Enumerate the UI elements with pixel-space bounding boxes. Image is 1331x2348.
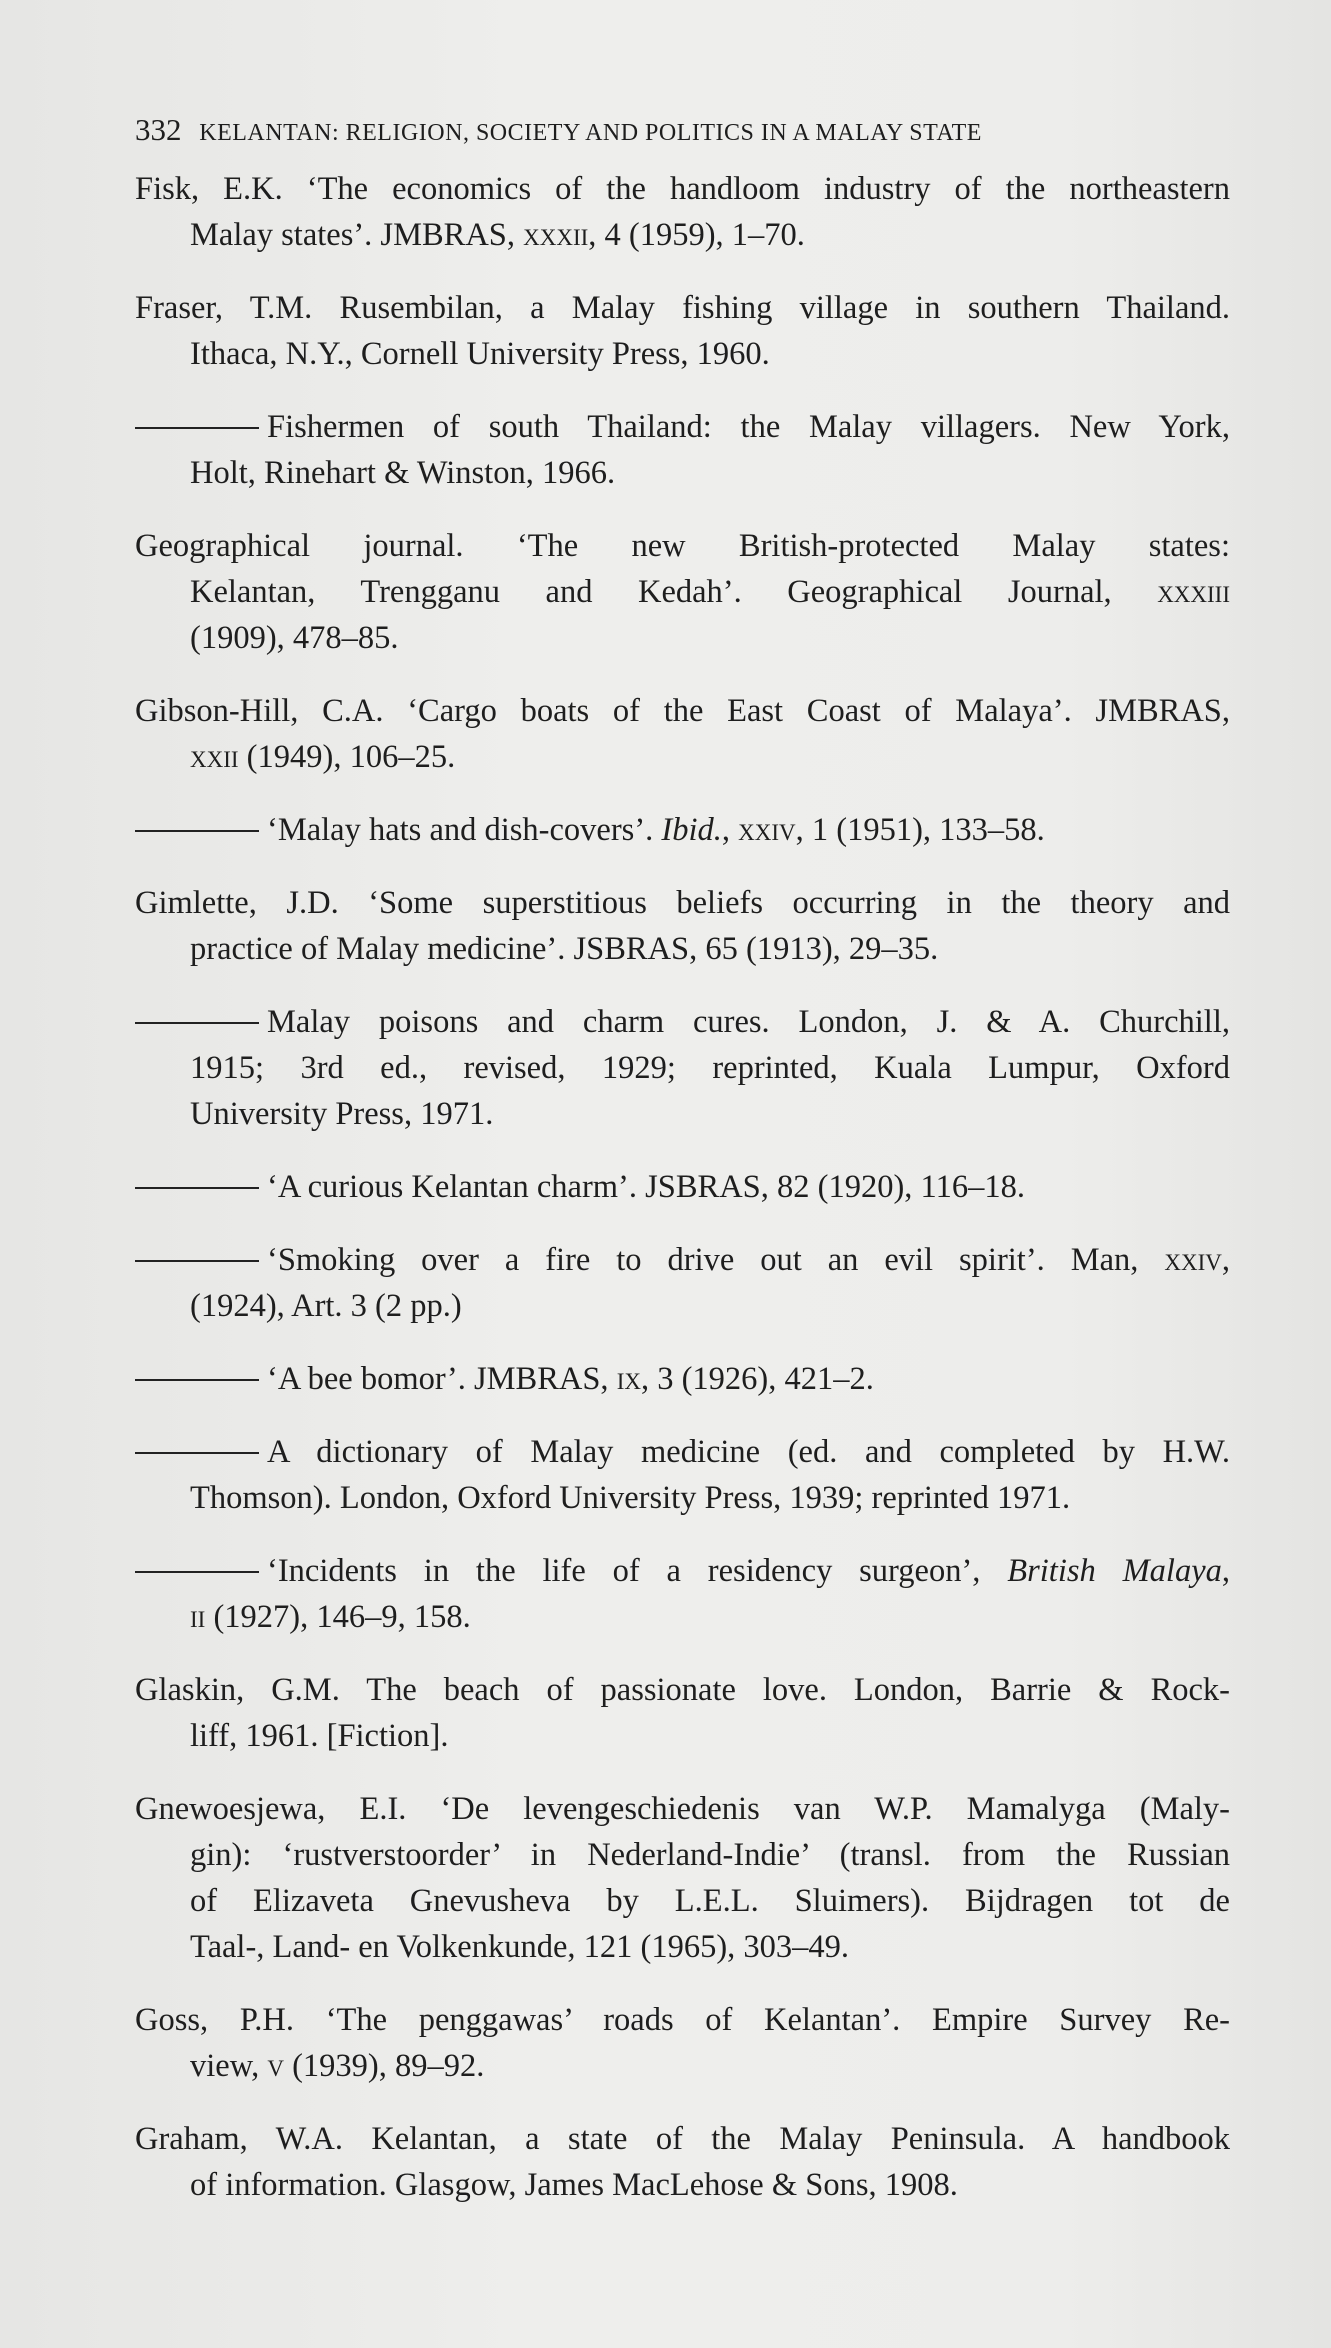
entry-text: Malay poisons and charm cures. London, J. & A. Churchill,	[267, 1004, 1230, 1040]
entry-text: Fishermen of south Thailand: the Malay villagers. New York,	[267, 409, 1230, 445]
entry-line	[135, 523, 1230, 569]
entry-text: Fraser, T.M. Rusembilan, a Malay fishing village in southern Thailand.	[135, 290, 1230, 326]
entry-line	[135, 1356, 1230, 1402]
entry-text: liff, 1961. [Fiction].	[190, 1718, 449, 1754]
entry-text: A dictionary of Malay medicine (ed. and completed by H.W.	[267, 1434, 1230, 1470]
entry-text: Gimlette, J.D. ‘Some superstitious beliefs occurring in the theory and	[135, 885, 1230, 921]
italic-title: Ibid.	[661, 812, 722, 848]
entry-text: ‘Malay hats and dish-covers’.	[267, 812, 662, 848]
entry-text: practice of Malay medicine’. JSBRAS, 65 (1913), 29–35.	[190, 931, 939, 967]
entry-text: , 4 (1959), 1–70.	[588, 217, 805, 253]
entry-line	[135, 569, 1230, 615]
bibliography-entry	[135, 1997, 1230, 2089]
entry-line	[135, 1283, 1230, 1329]
same-author-rule	[135, 1260, 259, 1262]
entry-text: ‘A bee bomor’. JMBRAS,	[267, 1361, 617, 1397]
entry-line	[135, 1713, 1230, 1759]
volume-number: xxxiii	[1157, 574, 1230, 610]
entry-line	[135, 1045, 1230, 1091]
entry-text: Malay states’. JMBRAS,	[190, 217, 524, 253]
entry-text: Holt, Rinehart & Winston, 1966.	[190, 455, 616, 491]
same-author-rule	[135, 1571, 259, 1573]
same-author-rule	[135, 1187, 259, 1189]
volume-number: xxiv	[738, 812, 796, 848]
entry-line	[135, 615, 1230, 661]
bibliography-entry	[135, 1164, 1230, 1210]
bibliography-entry	[135, 523, 1230, 661]
entry-text: ,	[721, 812, 739, 848]
bibliography-entry	[135, 1356, 1230, 1402]
entry-line	[135, 285, 1230, 331]
entry-line	[135, 1997, 1230, 2043]
entry-text: Gibson-Hill, C.A. ‘Cargo boats of the East Coast of Malaya’. JMBRAS,	[135, 693, 1230, 729]
entry-text: of information. Glasgow, James MacLehose & Sons, 1908.	[190, 2167, 958, 2203]
volume-number: ix	[616, 1361, 641, 1397]
entry-line	[135, 1832, 1230, 1878]
entry-text: Thomson). London, Oxford University Press, 1939; reprinted 1971.	[190, 1480, 1071, 1516]
entry-line	[135, 2116, 1230, 2162]
bibliography-entry	[135, 880, 1230, 972]
volume-number: xxxii	[523, 217, 589, 253]
bibliography-entry	[135, 404, 1230, 496]
entry-line	[135, 1091, 1230, 1137]
entry-line	[135, 926, 1230, 972]
bibliography-entry	[135, 999, 1230, 1137]
entry-text: view,	[190, 2048, 268, 2084]
entry-text: of Elizaveta Gnevusheva by L.E.L. Sluimers). Bijdragen tot de	[190, 1883, 1230, 1919]
entry-text: (1909), 478–85.	[190, 620, 399, 656]
entry-text: (1949), 106–25.	[238, 739, 456, 775]
entry-line	[135, 212, 1230, 258]
bibliography-entry	[135, 688, 1230, 780]
bibliography-entry	[135, 1786, 1230, 1970]
entry-line	[135, 2043, 1230, 2089]
bibliography-entry	[135, 2116, 1230, 2208]
bibliography-entry	[135, 1548, 1230, 1640]
entry-text: ‘Incidents in the life of a residency surgeon’,	[267, 1553, 1008, 1589]
bibliography-entry	[135, 1429, 1230, 1521]
entry-text: Graham, W.A. Kelantan, a state of the Malay Peninsula. A handbook	[135, 2121, 1230, 2157]
bibliography-entry	[135, 285, 1230, 377]
entry-line	[135, 734, 1230, 780]
bibliography-entry	[135, 1237, 1230, 1329]
entry-text: Fisk, E.K. ‘The economics of the handloom industry of the northeastern	[135, 171, 1230, 207]
entry-line	[135, 2162, 1230, 2208]
running-header	[135, 112, 1235, 148]
entry-text: ,	[1221, 1553, 1230, 1589]
volume-number: ii	[190, 1599, 206, 1635]
bibliography-list	[135, 166, 1230, 2208]
entry-line	[135, 1786, 1230, 1832]
entry-text: Taal-, Land- en Volkenkunde, 121 (1965), 303–49.	[190, 1929, 850, 1965]
entry-line	[135, 1548, 1230, 1594]
same-author-rule	[135, 1379, 259, 1381]
volume-number: v	[267, 2048, 284, 2084]
volume-number: xxii	[190, 739, 239, 775]
entry-line	[135, 1237, 1230, 1283]
same-author-rule	[135, 427, 259, 429]
same-author-rule	[135, 1022, 259, 1024]
entry-line	[135, 1475, 1230, 1521]
entry-line	[135, 450, 1230, 496]
entry-text: (1927), 146–9, 158.	[205, 1599, 471, 1635]
entry-line	[135, 880, 1230, 926]
entry-line	[135, 807, 1230, 853]
entry-text: (1939), 89–92.	[283, 2048, 485, 2084]
entry-text: (1924), Art. 3 (2 pp.)	[190, 1288, 462, 1324]
entry-text: Ithaca, N.Y., Cornell University Press, 1960.	[190, 336, 770, 372]
entry-line	[135, 1878, 1230, 1924]
entry-line	[135, 1164, 1230, 1210]
entry-line	[135, 688, 1230, 734]
entry-text: Geographical journal. ‘The new British-protected Malay states:	[135, 528, 1230, 564]
entry-text: ,	[1221, 1242, 1230, 1278]
entry-text: University Press, 1971.	[190, 1096, 494, 1132]
entry-text: Kelantan, Trengganu and Kedah’. Geographical Journal,	[190, 574, 1158, 610]
entry-text: gin): ‘rustverstoorder’ in Nederland-Indie’ (transl. from the Russian	[190, 1837, 1230, 1873]
entry-line	[135, 1429, 1230, 1475]
same-author-rule	[135, 830, 259, 832]
bibliography-entry	[135, 166, 1230, 258]
entry-text: , 3 (1926), 421–2.	[640, 1361, 874, 1397]
entry-text: Gnewoesjewa, E.I. ‘De levengeschiedenis van W.P. Mamalyga (Maly-	[135, 1791, 1230, 1827]
entry-text: , 1 (1951), 133–58.	[795, 812, 1045, 848]
page-number: 332	[135, 112, 182, 147]
entry-text: Glaskin, G.M. The beach of passionate love. London, Barrie & Rock-	[135, 1672, 1230, 1708]
volume-number: xxiv	[1164, 1242, 1222, 1278]
entry-line	[135, 1924, 1230, 1970]
entry-line	[135, 166, 1230, 212]
bibliography-entry	[135, 807, 1230, 853]
italic-title: British Malaya	[1007, 1553, 1222, 1589]
entry-line	[135, 1594, 1230, 1640]
entry-text: ‘Smoking over a fire to drive out an evil spirit’. Man,	[267, 1242, 1165, 1278]
entry-text: Goss, P.H. ‘The penggawas’ roads of Kelantan’. Empire Survey Re-	[135, 2002, 1230, 2038]
entry-text: 1915; 3rd ed., revised, 1929; reprinted, Kuala Lumpur, Oxford	[190, 1050, 1230, 1086]
entry-line	[135, 1667, 1230, 1713]
entry-line	[135, 404, 1230, 450]
running-title: KELANTAN: RELIGION, SOCIETY AND POLITICS IN A MALAY STATE	[199, 120, 982, 146]
entry-text: ‘A curious Kelantan charm’. JSBRAS, 82 (1920), 116–18.	[267, 1169, 1025, 1205]
same-author-rule	[135, 1452, 259, 1454]
entry-line	[135, 999, 1230, 1045]
bibliography-entry	[135, 1667, 1230, 1759]
entry-line	[135, 331, 1230, 377]
